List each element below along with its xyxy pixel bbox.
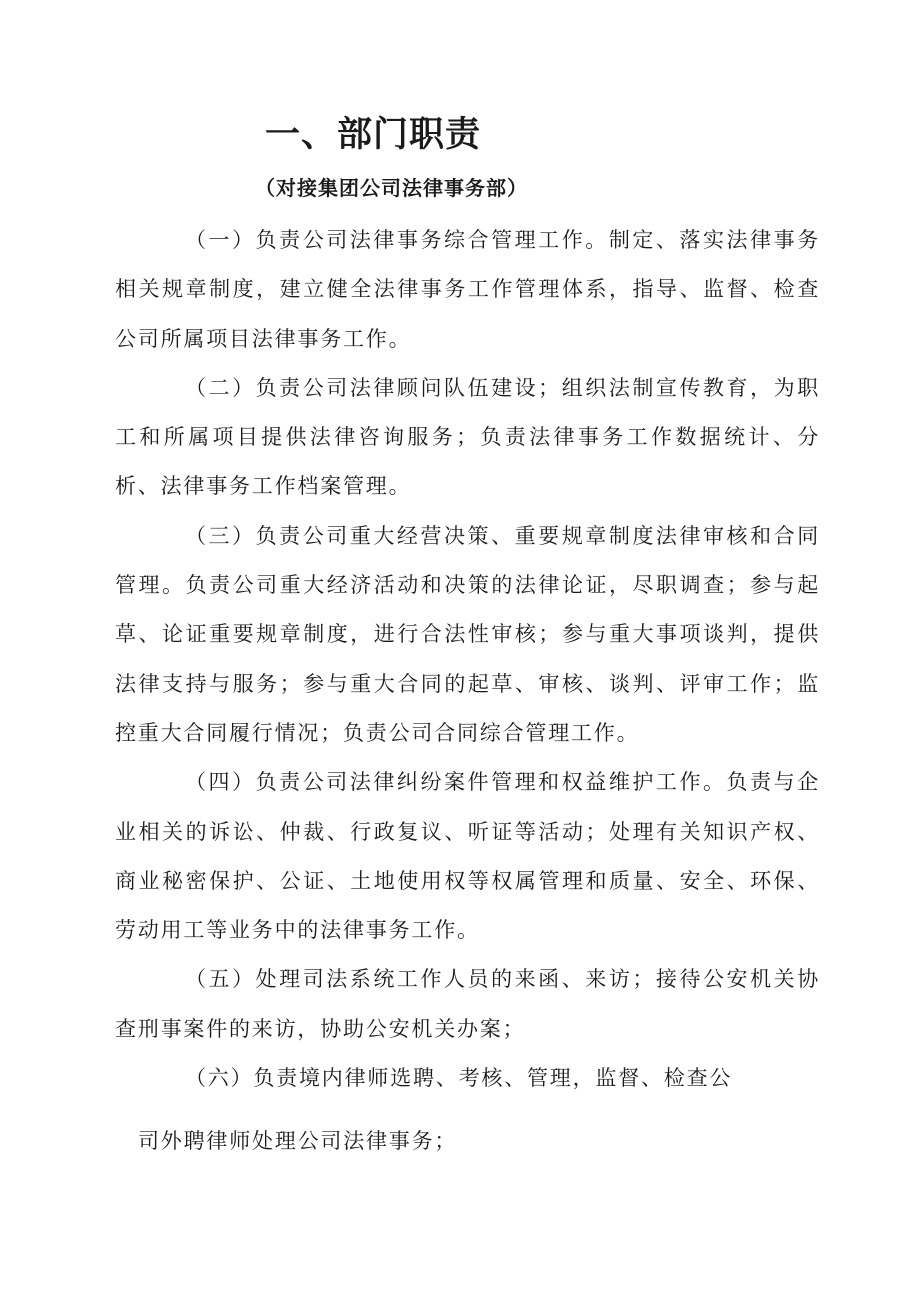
- paragraph-3: （三）负责公司重大经营决策、重要规章制度法律审核和合同管理。负责公司重大经济活动和决策的法律论证，尽职调查；参与起草、论证重要规章制度，进行合法性审核；参与重大事项谈判，提供法律支持与服务；参与重大合同的起草、审核、谈判、评审工作；监控重大合同履行情况；负责公司合同综合管理工作。: [115, 523, 820, 745]
- page-subtitle: （对接集团公司法律事务部）: [255, 176, 528, 200]
- page-title: 一、部门职责: [265, 115, 482, 155]
- paragraph-6: [115, 1054, 820, 1166]
- paragraph-6-line-2: 司外聘律师处理公司法律事务；: [138, 1129, 458, 1154]
- paragraph-1: （一）负责公司法律事务综合管理工作。制定、落实法律事务相关规章制度，建立健全法律事务工作管理体系，指导、监督、检查公司所属项目法律事务工作。: [115, 228, 820, 351]
- paragraph-2: （二）负责公司法律顾问队伍建设；组织法制宣传教育，为职工和所属项目提供法律咨询服务；负责法律事务工作数据统计、分析、法律事务工作档案管理。: [115, 375, 820, 499]
- paragraph-6-line-1: （六）负责境内律师选聘、考核、管理，监督、检查公: [185, 1066, 733, 1091]
- document-body: [115, 216, 820, 1166]
- paragraph-4: （四）负责公司法律纠纷案件管理和权益维护工作。负责与企业相关的诉讼、仲裁、行政复议、听证等活动；处理有关知识产权、商业秘密保护、公证、土地使用权等权属管理和质量、安全、环保、劳动用工等业务中的法律事务工作。: [115, 770, 820, 943]
- paragraph-5: （五）处理司法系统工作人员的来函、来访；接待公安机关协查刑事案件的来访，协助公安机关办案；: [115, 967, 820, 1041]
